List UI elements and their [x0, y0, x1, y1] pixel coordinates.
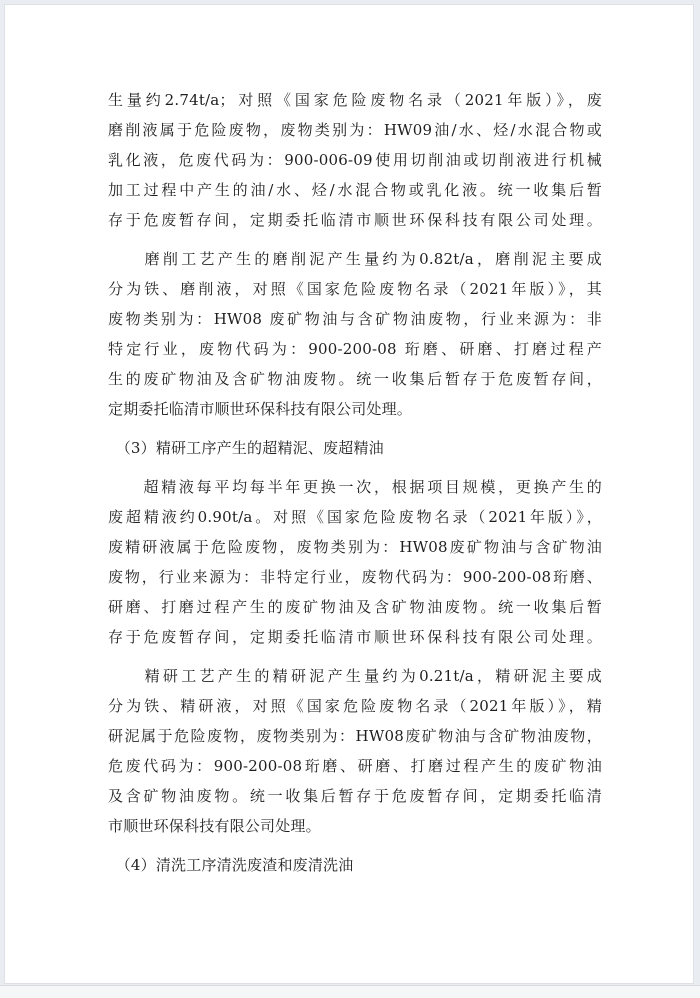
heading-superfinishing [108, 433, 602, 463]
para-superfinishing-fluid [108, 472, 602, 652]
text-line: 分为铁、磨削液，对照《国家危险废物名录（2021年版）》，其 [108, 280, 602, 298]
text-line: 定期委托临清市顺世环保科技有限公司处理。 [108, 400, 413, 418]
text-line: 市顺世环保科技有限公司处理。 [108, 817, 321, 835]
text-line: 废物，行业来源为：非特定行业，废物代码为：900-200-08珩磨、 [108, 568, 602, 586]
text-line: 研泥属于危险废物，废物类别为：HW08废矿物油与含矿物油废物， [108, 727, 602, 745]
text-line: 存于危废暂存间，定期委托临清市顺世环保科技有限公司处理。 [108, 628, 602, 646]
section-heading: （4）清洗工序清洗废渣和废清洗油 [108, 856, 354, 874]
para-finishing-sludge [108, 661, 602, 841]
text-line: 及含矿物油废物。统一收集后暂存于危废暂存间，定期委托临清 [108, 787, 602, 805]
text-line: 乳化液，危废代码为：900-006-09使用切削油或切削液进行机械 [108, 151, 602, 169]
viewer-bottom-edge [0, 985, 700, 998]
text-line: 研磨、打磨过程产生的废矿物油及含矿物油废物。统一收集后暂 [108, 598, 602, 616]
text-line: 废超精液约0.90t/a。对照《国家危险废物名录（2021年版）》， [108, 508, 602, 526]
text-line: 分为铁、精研液，对照《国家危险废物名录（2021年版）》，精 [108, 697, 602, 715]
text-line: 磨削液属于危险废物，废物类别为：HW09油/水、烃/水混合物或 [108, 121, 602, 139]
text-line: 精研工艺产生的精研泥产生量约为0.21t/a，精研泥主要成 [108, 667, 602, 685]
text-line: 存于危废暂存间，定期委托临清市顺世环保科技有限公司处理。 [108, 211, 602, 229]
para-grinding-sludge [108, 244, 602, 424]
text-line: 生的废矿物油及含矿物油废物。统一收集后暂存于危废暂存间， [108, 370, 602, 388]
text-line: 特定行业，废物代码为：900-200-08 珩磨、研磨、打磨过程产 [108, 340, 602, 358]
section-heading: （3）精研工序产生的超精泥、废超精油 [108, 439, 384, 457]
text-line: 加工过程中产生的油/水、烃/水混合物或乳化液。统一收集后暂 [108, 181, 602, 199]
text-line: 磨削工艺产生的磨削泥产生量约为0.82t/a，磨削泥主要成 [108, 250, 602, 268]
text-line: 危废代码为：900-200-08珩磨、研磨、打磨过程产生的废矿物油 [108, 757, 602, 775]
text-line: 超精液每平均每半年更换一次，根据项目规模，更换产生的 [108, 478, 602, 496]
text-line: 废精研液属于危险废物，废物类别为：HW08废矿物油与含矿物油 [108, 538, 602, 556]
para-grinding-fluid [108, 85, 602, 235]
heading-cleaning [108, 850, 602, 880]
text-line: 废物类别为：HW08 废矿物油与含矿物油废物，行业来源为：非 [108, 310, 602, 328]
document-page [4, 4, 694, 984]
text-line: 生量约2.74t/a；对照《国家危险废物名录（2021年版）》，废 [108, 91, 602, 109]
document-body [108, 85, 602, 880]
